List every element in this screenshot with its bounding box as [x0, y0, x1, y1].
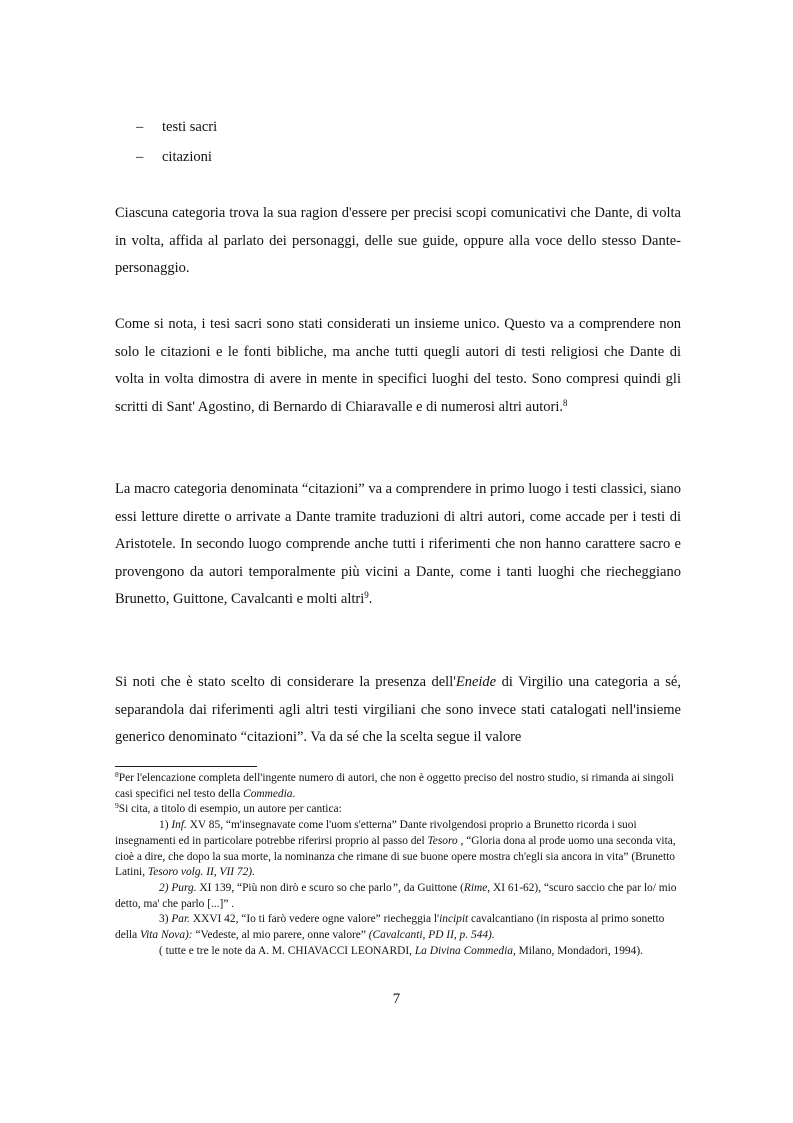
footnote-9-source [115, 944, 681, 960]
list-dash: – [136, 119, 144, 135]
paragraph-testi-sacri [115, 311, 681, 421]
work-title-eneide: Eneide [455, 674, 497, 690]
footnote-text: 1) [159, 819, 172, 832]
footnote-text: XV 85, “m'insegnavate come l'uom s'etterna” Dante rivolgendosi proprio a Brunetto ricorda i suoi insegnamenti ed in particolare potrebbe riferirsi proprio al passo del [115, 819, 637, 847]
footnote-text: ( tutte e tre le note da A. M. CHIAVACCI LEONARDI, [159, 944, 415, 957]
footnote-text: , XI 61-62), “scuro saccio che par lo/ mio detto, ma' che parlo [...]” . [115, 881, 677, 910]
paragraph-text: Come si nota, i tesi sacri sono stati considerati un insieme unico. Questo va a comprendere non solo le citazioni e le fonti bibliche, ma anche tutti quegli autori di testi religiosi che Dante di volta in volta dimostra di avere in mente in specifici luoghi del testo. Sono compresi quindi gli scritti di Sant' Agostino, di Bernardo di Chiaravalle e di numerosi altri autori. [115, 316, 681, 415]
paragraph-text: di Virgilio una categoria a sé, separandola dai riferimenti agli altri testi virgiliani che sono invece stati catalogati nell'insieme generico denominato “citazioni”. Va da sé che la scelta segue il valore [115, 674, 681, 745]
footnote-italic: (Cavalcanti, PD II, p. 544). [368, 929, 495, 942]
footnote-ref-8[interactable]: 8 [563, 397, 568, 408]
list-item [136, 144, 217, 174]
footnote-text: Per l'elencazione completa dell'ingente numero di autori, che non è oggetto preciso del nostro studio, si rimanda ai singoli casi specifici nel testo della [115, 772, 674, 800]
footnote-italic: Inf. [171, 819, 187, 832]
footnotes [115, 771, 681, 959]
footnote-9-item-2 [115, 881, 681, 912]
page-number: 7 [392, 991, 401, 1007]
bullet-list [136, 114, 217, 174]
footnote-italic: ”, [391, 881, 401, 894]
footnote-9-item-1 [115, 818, 681, 881]
footnote-italic: Tesoro volg. II, VII 72). [147, 866, 255, 879]
footnote-italic: Rime [463, 881, 488, 894]
footnote-text: . [292, 787, 296, 800]
paragraph-end: . [368, 591, 373, 607]
footnote-text: , Milano, Mondadori, 1994). [512, 944, 643, 957]
paragraph-eneide [115, 669, 681, 752]
footnote-9-intro [115, 802, 681, 818]
footnote-italic: Commedia [243, 787, 293, 800]
list-item-text: citazioni [162, 149, 212, 165]
footnote-text: XI 139, “Più non dirò e scuro so che parlo [196, 881, 392, 894]
footnote-separator [115, 766, 257, 767]
footnote-italic: La Divina Commedia [414, 944, 513, 957]
footnote-text: “Vedeste, al mio parere, onne valore” [192, 929, 369, 942]
footnote-number: 9 [115, 801, 119, 811]
footnote-text: XXVI 42, “Io ti farò vedere ogne valore” riecheggia l' [190, 913, 440, 926]
footnote-italic: Tesoro [427, 834, 458, 847]
list-item [136, 114, 217, 144]
footnote-ref-9[interactable]: 9 [364, 590, 369, 600]
footnote-italic: 2) Purg. [159, 881, 197, 894]
footnote-italic: Vita Nova): [139, 929, 193, 942]
footnote-italic: incipit [439, 913, 469, 926]
paragraph-citazioni [115, 476, 681, 614]
list-dash: – [136, 149, 144, 165]
footnote-text: cavalcantiano (in risposta al primo sonetto della [115, 913, 665, 942]
footnote-italic: Par. [171, 913, 191, 926]
footnote-text: Si cita, a titolo di esempio, un autore per cantica: [118, 803, 342, 816]
paragraph-text: Si noti che è stato scelto di considerare la presenza dell' [115, 674, 456, 690]
paragraph-text: La macro categoria denominata “citazioni” va a comprendere in primo luogo i testi classici, siano essi letture dirette o arrivate a Dante tramite traduzioni di altri autori, come accade per i testi di Aristotele. In secondo luogo comprende anche tutti i riferimenti che non hanno carattere sacro e provengono da autori temporalmente più vicini a Dante, come i tanti luoghi che riecheggiano Brunetto, Guittone, Cavalcanti e molti altri [115, 481, 681, 607]
footnote-text: , “Gloria dona al prode uomo una seconda vita, cioè a dire, che dopo la sua morte, la nominanza che rimane di sue buone opere mostra ch'egli sia ancora in vita” (Brunetto Latini, [115, 834, 676, 879]
footnote-number: 8 [115, 770, 119, 779]
paragraph-categories: Ciascuna categoria trova la sua ragion d'essere per precisi scopi comunicativi che Dante, di volta in volta, affida al parlato dei personaggi, delle sue guide, oppure alla voce dello stesso Dante-personaggio. [115, 205, 681, 276]
footnote-8 [115, 771, 681, 802]
list-item-text: testi sacri [162, 119, 218, 135]
footnote-9-item-3 [115, 912, 681, 943]
footnote-text: da Guittone ( [400, 881, 464, 894]
footnote-text: 3) [159, 913, 172, 926]
